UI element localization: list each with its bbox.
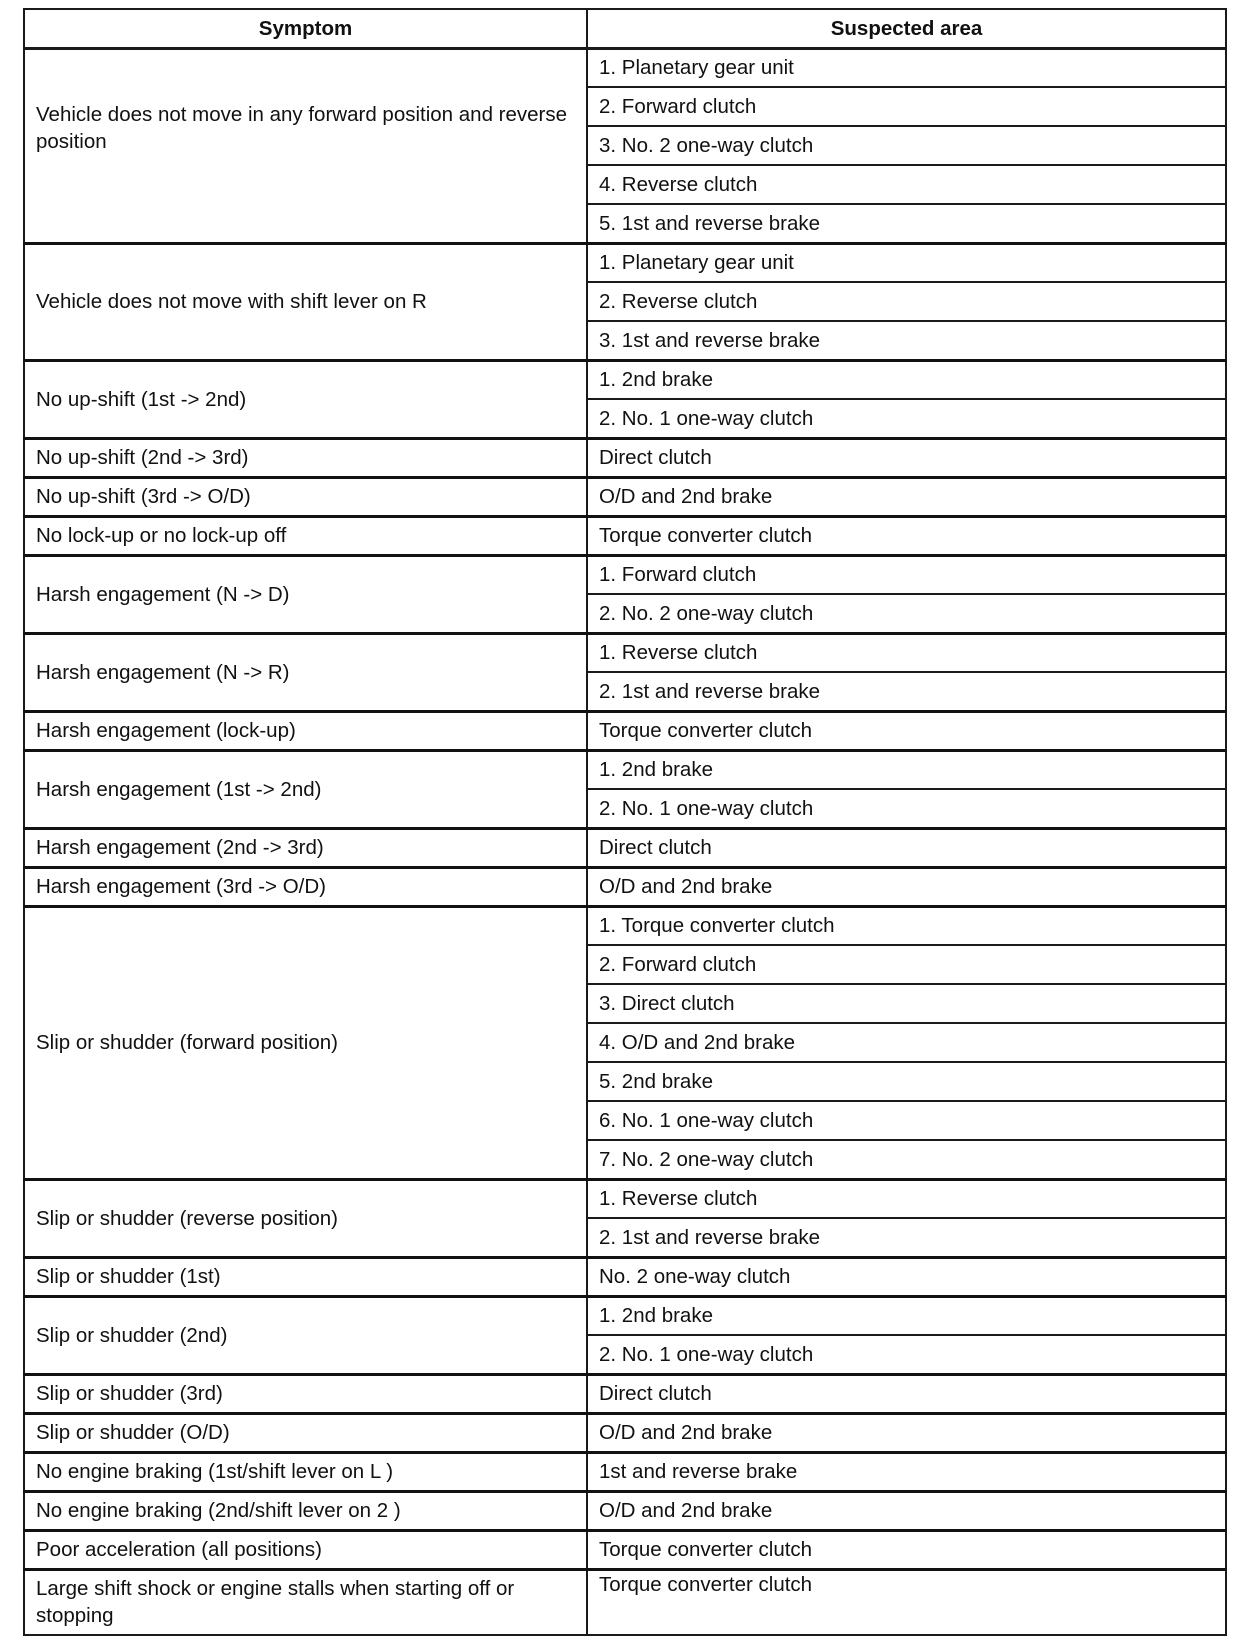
- suspected-area-cell: Torque converter clutch: [587, 516, 1226, 555]
- symptom-cell: Slip or shudder (forward position): [24, 906, 587, 1179]
- suspected-area-cell: 4. Reverse clutch: [587, 165, 1226, 204]
- suspected-area-cell: No. 2 one-way clutch: [587, 1257, 1226, 1296]
- table-row: [24, 828, 1226, 867]
- suspected-area-cell: O/D and 2nd brake: [587, 477, 1226, 516]
- suspected-area-cell: Direct clutch: [587, 438, 1226, 477]
- table-row: [24, 243, 1226, 282]
- suspected-area-cell: 4. O/D and 2nd brake: [587, 1023, 1226, 1062]
- symptom-cell: Harsh engagement (1st -> 2nd): [24, 750, 587, 828]
- suspected-area-cell: 2. 1st and reverse brake: [587, 672, 1226, 711]
- suspected-area-cell: 1. Torque converter clutch: [587, 906, 1226, 945]
- table-row: [24, 1530, 1226, 1569]
- table-row: [24, 1452, 1226, 1491]
- table-row: [24, 711, 1226, 750]
- suspected-area-cell: O/D and 2nd brake: [587, 1491, 1226, 1530]
- suspected-area-cell: 2. No. 1 one-way clutch: [587, 1335, 1226, 1374]
- symptom-cell: Harsh engagement (N -> R): [24, 633, 587, 711]
- suspected-area-cell: Torque converter clutch: [587, 1569, 1226, 1635]
- symptom-cell: Vehicle does not move in any forward position and reverse position: [24, 48, 587, 243]
- suspected-area-cell: 6. No. 1 one-way clutch: [587, 1101, 1226, 1140]
- symptom-cell: Slip or shudder (2nd): [24, 1296, 587, 1374]
- table-row: [24, 48, 1226, 87]
- suspected-area-cell: 2. Forward clutch: [587, 87, 1226, 126]
- table-row: [24, 1569, 1226, 1635]
- diagnosis-table: [23, 8, 1227, 1636]
- table-row: [24, 633, 1226, 672]
- table-row: [24, 906, 1226, 945]
- table-row: [24, 1179, 1226, 1218]
- suspected-area-cell: 2. Reverse clutch: [587, 282, 1226, 321]
- header-row: [24, 9, 1226, 48]
- suspected-area-cell: Direct clutch: [587, 1374, 1226, 1413]
- header-suspected-area: Suspected area: [587, 9, 1226, 48]
- symptom-cell: Vehicle does not move with shift lever on R: [24, 243, 587, 360]
- header-symptom: Symptom: [24, 9, 587, 48]
- symptom-cell: Poor acceleration (all positions): [24, 1530, 587, 1569]
- suspected-area-cell: 1. 2nd brake: [587, 750, 1226, 789]
- suspected-area-cell: 2. 1st and reverse brake: [587, 1218, 1226, 1257]
- suspected-area-cell: 3. Direct clutch: [587, 984, 1226, 1023]
- symptom-cell: No lock-up or no lock-up off: [24, 516, 587, 555]
- symptom-cell: No up-shift (1st -> 2nd): [24, 360, 587, 438]
- suspected-area-cell: 1. Planetary gear unit: [587, 243, 1226, 282]
- table-row: [24, 867, 1226, 906]
- symptom-cell: Slip or shudder (O/D): [24, 1413, 587, 1452]
- table-row: [24, 555, 1226, 594]
- symptom-cell: No engine braking (2nd/shift lever on 2 ): [24, 1491, 587, 1530]
- table-row: [24, 360, 1226, 399]
- suspected-area-cell: 3. 1st and reverse brake: [587, 321, 1226, 360]
- symptom-cell: Harsh engagement (3rd -> O/D): [24, 867, 587, 906]
- table-row: [24, 1257, 1226, 1296]
- suspected-area-cell: 1. Reverse clutch: [587, 1179, 1226, 1218]
- suspected-area-cell: 5. 1st and reverse brake: [587, 204, 1226, 243]
- suspected-area-cell: O/D and 2nd brake: [587, 867, 1226, 906]
- suspected-area-cell: 1. 2nd brake: [587, 1296, 1226, 1335]
- suspected-area-cell: 1. Forward clutch: [587, 555, 1226, 594]
- suspected-area-cell: 2. No. 1 one-way clutch: [587, 789, 1226, 828]
- suspected-area-cell: 1st and reverse brake: [587, 1452, 1226, 1491]
- table-row: [24, 1374, 1226, 1413]
- table-row: [24, 477, 1226, 516]
- suspected-area-cell: 3. No. 2 one-way clutch: [587, 126, 1226, 165]
- symptom-cell: No engine braking (1st/shift lever on L ): [24, 1452, 587, 1491]
- suspected-area-cell: 2. No. 2 one-way clutch: [587, 594, 1226, 633]
- symptom-cell: No up-shift (3rd -> O/D): [24, 477, 587, 516]
- suspected-area-cell: 1. 2nd brake: [587, 360, 1226, 399]
- symptom-cell: Slip or shudder (3rd): [24, 1374, 587, 1413]
- symptom-cell: Harsh engagement (N -> D): [24, 555, 587, 633]
- suspected-area-cell: Direct clutch: [587, 828, 1226, 867]
- table-row: [24, 1413, 1226, 1452]
- symptom-cell: Slip or shudder (reverse position): [24, 1179, 587, 1257]
- symptom-cell: Harsh engagement (2nd -> 3rd): [24, 828, 587, 867]
- table-row: [24, 516, 1226, 555]
- table-row: [24, 1491, 1226, 1530]
- symptom-cell: Harsh engagement (lock-up): [24, 711, 587, 750]
- suspected-area-cell: 5. 2nd brake: [587, 1062, 1226, 1101]
- symptom-cell: Slip or shudder (1st): [24, 1257, 587, 1296]
- suspected-area-cell: Torque converter clutch: [587, 711, 1226, 750]
- table-row: [24, 1296, 1226, 1335]
- suspected-area-cell: O/D and 2nd brake: [587, 1413, 1226, 1452]
- table-body: [24, 48, 1226, 1635]
- suspected-area-cell: 2. Forward clutch: [587, 945, 1226, 984]
- table-row: [24, 438, 1226, 477]
- symptom-cell: Large shift shock or engine stalls when starting off or stopping: [24, 1569, 587, 1635]
- suspected-area-cell: 2. No. 1 one-way clutch: [587, 399, 1226, 438]
- table-row: [24, 750, 1226, 789]
- suspected-area-cell: 7. No. 2 one-way clutch: [587, 1140, 1226, 1179]
- suspected-area-cell: 1. Planetary gear unit: [587, 48, 1226, 87]
- diagnosis-table-container: [23, 8, 1225, 1636]
- suspected-area-cell: Torque converter clutch: [587, 1530, 1226, 1569]
- symptom-cell: No up-shift (2nd -> 3rd): [24, 438, 587, 477]
- suspected-area-cell: 1. Reverse clutch: [587, 633, 1226, 672]
